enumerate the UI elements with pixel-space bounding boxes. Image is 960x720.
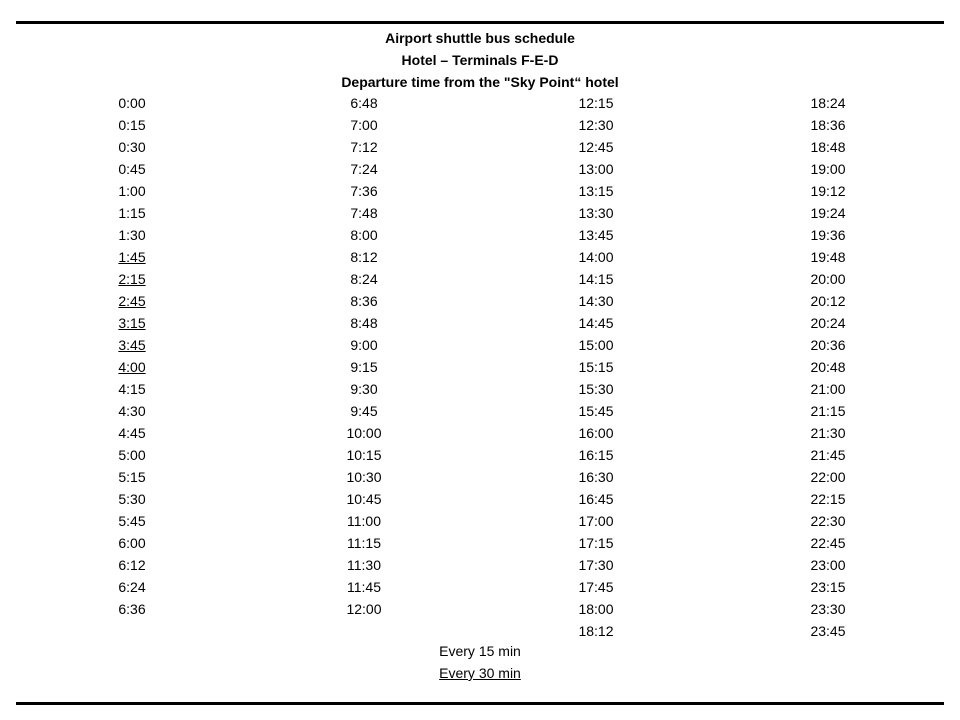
departure-time xyxy=(768,422,888,444)
departure-time xyxy=(72,598,192,620)
departure-time xyxy=(536,378,656,400)
departure-time xyxy=(536,466,656,488)
departure-time-text: 23:45 xyxy=(810,623,846,639)
departure-time xyxy=(304,554,424,576)
departure-time-text: 10:30 xyxy=(346,469,382,485)
departure-time-text: 22:00 xyxy=(810,469,846,485)
departure-time xyxy=(536,488,656,510)
departure-time-text: 14:15 xyxy=(578,271,614,287)
departure-time-text: 16:30 xyxy=(578,469,614,485)
bottom-rule xyxy=(16,702,944,705)
departure-time-text: 7:24 xyxy=(350,161,378,177)
departure-time-text: 22:30 xyxy=(810,513,846,529)
departure-time xyxy=(304,400,424,422)
departure-time xyxy=(72,92,192,114)
departure-time-text: 9:45 xyxy=(350,403,378,419)
legend-every-30 xyxy=(0,662,960,684)
departure-time xyxy=(72,400,192,422)
departure-time-text: 7:36 xyxy=(350,183,378,199)
departure-time-text: 12:30 xyxy=(578,117,614,133)
departure-time xyxy=(304,114,424,136)
departure-time xyxy=(768,444,888,466)
departure-time-text: 15:30 xyxy=(578,381,614,397)
departure-time-text: 21:30 xyxy=(810,425,846,441)
departure-time-text: 9:15 xyxy=(350,359,378,375)
departure-time-text: 2:15 xyxy=(118,271,146,287)
departure-time xyxy=(72,158,192,180)
departure-time xyxy=(304,356,424,378)
departure-time-text: 23:30 xyxy=(810,601,846,617)
departure-time-text: 1:15 xyxy=(118,205,146,221)
departure-time xyxy=(304,466,424,488)
departure-time xyxy=(536,334,656,356)
departure-time-text: 14:45 xyxy=(578,315,614,331)
schedule-column-3 xyxy=(536,92,656,642)
departure-time-text: 16:00 xyxy=(578,425,614,441)
top-rule xyxy=(16,21,944,24)
departure-time xyxy=(768,202,888,224)
departure-time xyxy=(536,422,656,444)
departure-time-text: 17:30 xyxy=(578,557,614,573)
departure-time-text: 12:45 xyxy=(578,139,614,155)
departure-time xyxy=(304,180,424,202)
departure-time xyxy=(72,378,192,400)
departure-time-text: 22:45 xyxy=(810,535,846,551)
departure-time xyxy=(536,356,656,378)
departure-time xyxy=(304,532,424,554)
departure-time xyxy=(768,620,888,642)
departure-time-text: 15:45 xyxy=(578,403,614,419)
departure-time xyxy=(768,312,888,334)
departure-time-text: 10:15 xyxy=(346,447,382,463)
schedule-column-2 xyxy=(304,92,424,620)
departure-time xyxy=(304,422,424,444)
schedule-header xyxy=(0,27,960,93)
departure-time-text: 8:00 xyxy=(350,227,378,243)
departure-time-text: 20:48 xyxy=(810,359,846,375)
departure-time xyxy=(72,290,192,312)
departure-time xyxy=(768,400,888,422)
departure-time-text: 19:48 xyxy=(810,249,846,265)
departure-time xyxy=(72,488,192,510)
departure-time xyxy=(536,290,656,312)
departure-time-text: 20:24 xyxy=(810,315,846,331)
departure-time xyxy=(768,92,888,114)
departure-time-text: 19:36 xyxy=(810,227,846,243)
departure-time xyxy=(304,576,424,598)
departure-time xyxy=(536,598,656,620)
departure-time xyxy=(72,444,192,466)
departure-time xyxy=(304,598,424,620)
departure-time xyxy=(72,312,192,334)
departure-time-text: 20:00 xyxy=(810,271,846,287)
departure-time xyxy=(72,334,192,356)
departure-time xyxy=(768,334,888,356)
departure-time xyxy=(536,202,656,224)
schedule-column-4 xyxy=(768,92,888,642)
departure-time xyxy=(536,92,656,114)
schedule-column-1 xyxy=(72,92,192,620)
departure-time-text: 3:15 xyxy=(118,315,146,331)
departure-time-text: 4:00 xyxy=(118,359,146,375)
departure-time xyxy=(72,202,192,224)
departure-time-text: 14:00 xyxy=(578,249,614,265)
departure-time-text: 6:24 xyxy=(118,579,146,595)
departure-time xyxy=(768,466,888,488)
departure-time-text: 12:00 xyxy=(346,601,382,617)
departure-time xyxy=(304,224,424,246)
departure-time xyxy=(768,268,888,290)
departure-time xyxy=(768,114,888,136)
departure-time-text: 19:00 xyxy=(810,161,846,177)
departure-time-text: 20:36 xyxy=(810,337,846,353)
departure-time xyxy=(304,202,424,224)
departure-time xyxy=(536,444,656,466)
departure-time-text: 11:30 xyxy=(347,557,381,573)
departure-time xyxy=(768,356,888,378)
departure-time-text: 3:45 xyxy=(118,337,146,353)
departure-time-text: 8:12 xyxy=(350,249,378,265)
departure-time-text: 21:00 xyxy=(810,381,846,397)
departure-time-text: 5:30 xyxy=(118,491,146,507)
departure-time xyxy=(536,312,656,334)
departure-time-text: 6:00 xyxy=(118,535,146,551)
departure-time xyxy=(72,356,192,378)
departure-time-text: 19:12 xyxy=(810,183,846,199)
route-label: Hotel – Terminals F-E-D xyxy=(401,52,559,68)
departure-time xyxy=(536,224,656,246)
departure-time-text: 18:36 xyxy=(810,117,846,133)
departure-time-text: 0:45 xyxy=(118,161,146,177)
schedule-title: Airport shuttle bus schedule xyxy=(385,30,575,46)
departure-time xyxy=(768,576,888,598)
departure-time-text: 15:15 xyxy=(578,359,614,375)
departure-time xyxy=(768,158,888,180)
departure-time xyxy=(304,510,424,532)
departure-time-text: 6:12 xyxy=(118,557,146,573)
frequency-legend xyxy=(0,640,960,684)
departure-time xyxy=(768,554,888,576)
departure-time-text: 11:00 xyxy=(347,513,381,529)
departure-time-text: 14:30 xyxy=(578,293,614,309)
departure-time xyxy=(536,510,656,532)
departure-time-text: 7:48 xyxy=(350,205,378,221)
departure-time-text: 6:48 xyxy=(350,95,378,111)
departure-time-text: 13:15 xyxy=(578,183,614,199)
departure-time-text: 23:15 xyxy=(810,579,846,595)
departure-time-text: 5:00 xyxy=(118,447,146,463)
legend-every-30-label: Every 30 min xyxy=(439,665,521,681)
departure-time-text: 0:30 xyxy=(118,139,146,155)
departure-time xyxy=(304,488,424,510)
departure-time-text: 1:30 xyxy=(118,227,146,243)
legend-every-15-label: Every 15 min xyxy=(439,643,521,659)
departure-time-text: 17:15 xyxy=(578,535,614,551)
departure-time xyxy=(536,576,656,598)
departure-time xyxy=(304,158,424,180)
departure-time xyxy=(304,334,424,356)
legend-every-15 xyxy=(0,640,960,662)
departure-time-text: 13:30 xyxy=(578,205,614,221)
departure-time xyxy=(536,532,656,554)
departure-time-text: 1:00 xyxy=(118,183,146,199)
departure-time xyxy=(768,224,888,246)
departure-time-text: 4:15 xyxy=(118,381,146,397)
departure-time-text: 11:45 xyxy=(347,579,381,595)
departure-time-text: 18:12 xyxy=(578,623,614,639)
departure-time xyxy=(72,422,192,444)
departure-time xyxy=(768,378,888,400)
departure-time xyxy=(536,620,656,642)
departure-time-text: 19:24 xyxy=(810,205,846,221)
departure-time-text: 16:15 xyxy=(578,447,614,463)
departure-time-text: 13:00 xyxy=(578,161,614,177)
departure-time-text: 6:36 xyxy=(118,601,146,617)
departure-time xyxy=(72,510,192,532)
departure-time xyxy=(536,400,656,422)
departure-time xyxy=(768,290,888,312)
departure-time-text: 11:15 xyxy=(347,535,381,551)
departure-time xyxy=(768,136,888,158)
departure-time xyxy=(536,180,656,202)
departure-time xyxy=(72,532,192,554)
departure-time xyxy=(72,136,192,158)
departure-time-text: 18:24 xyxy=(810,95,846,111)
departure-time-text: 13:45 xyxy=(578,227,614,243)
departure-time xyxy=(304,268,424,290)
departure-subtitle: Departure time from the "Sky Point“ hotel xyxy=(341,74,619,90)
departure-time xyxy=(72,554,192,576)
departure-time xyxy=(536,158,656,180)
departure-time xyxy=(72,576,192,598)
departure-time-text: 8:24 xyxy=(350,271,378,287)
departure-time-text: 4:30 xyxy=(118,403,146,419)
departure-time xyxy=(304,92,424,114)
departure-time-text: 4:45 xyxy=(118,425,146,441)
departure-time xyxy=(536,246,656,268)
departure-time xyxy=(72,246,192,268)
departure-time-text: 18:48 xyxy=(810,139,846,155)
departure-time-text: 10:45 xyxy=(346,491,382,507)
departure-time-text: 8:36 xyxy=(350,293,378,309)
departure-time-text: 9:00 xyxy=(350,337,378,353)
departure-time xyxy=(72,180,192,202)
departure-time xyxy=(768,488,888,510)
departure-time-text: 7:00 xyxy=(350,117,378,133)
departure-time-text: 8:48 xyxy=(350,315,378,331)
departure-time xyxy=(304,290,424,312)
departure-time-text: 1:45 xyxy=(118,249,146,265)
departure-time xyxy=(72,466,192,488)
departure-time-text: 10:00 xyxy=(346,425,382,441)
departure-time xyxy=(536,554,656,576)
departure-time-text: 5:15 xyxy=(118,469,146,485)
departure-time xyxy=(536,268,656,290)
departure-time xyxy=(536,136,656,158)
departure-time xyxy=(768,246,888,268)
departure-time xyxy=(72,224,192,246)
departure-time xyxy=(304,246,424,268)
departure-time-text: 0:15 xyxy=(118,117,146,133)
departure-time-text: 21:15 xyxy=(810,403,846,419)
departure-time xyxy=(304,444,424,466)
departure-time-text: 9:30 xyxy=(350,381,378,397)
departure-time-text: 7:12 xyxy=(350,139,378,155)
departure-time-text: 20:12 xyxy=(810,293,846,309)
departure-time xyxy=(768,532,888,554)
departure-time xyxy=(304,378,424,400)
departure-time xyxy=(768,510,888,532)
departure-time xyxy=(72,268,192,290)
departure-time-text: 5:45 xyxy=(118,513,146,529)
departure-time-text: 22:15 xyxy=(810,491,846,507)
departure-time xyxy=(768,180,888,202)
departure-time-text: 18:00 xyxy=(578,601,614,617)
departure-time-text: 17:45 xyxy=(578,579,614,595)
departure-time-text: 17:00 xyxy=(578,513,614,529)
departure-time-text: 16:45 xyxy=(578,491,614,507)
departure-time xyxy=(304,312,424,334)
departure-time-text: 21:45 xyxy=(810,447,846,463)
departure-time-text: 12:15 xyxy=(578,95,614,111)
departure-time xyxy=(304,136,424,158)
departure-time xyxy=(768,598,888,620)
departure-time xyxy=(72,114,192,136)
departure-time-text: 23:00 xyxy=(810,557,846,573)
departure-time xyxy=(536,114,656,136)
departure-time-text: 0:00 xyxy=(118,95,146,111)
departure-time-text: 2:45 xyxy=(118,293,146,309)
departure-time-text: 15:00 xyxy=(578,337,614,353)
